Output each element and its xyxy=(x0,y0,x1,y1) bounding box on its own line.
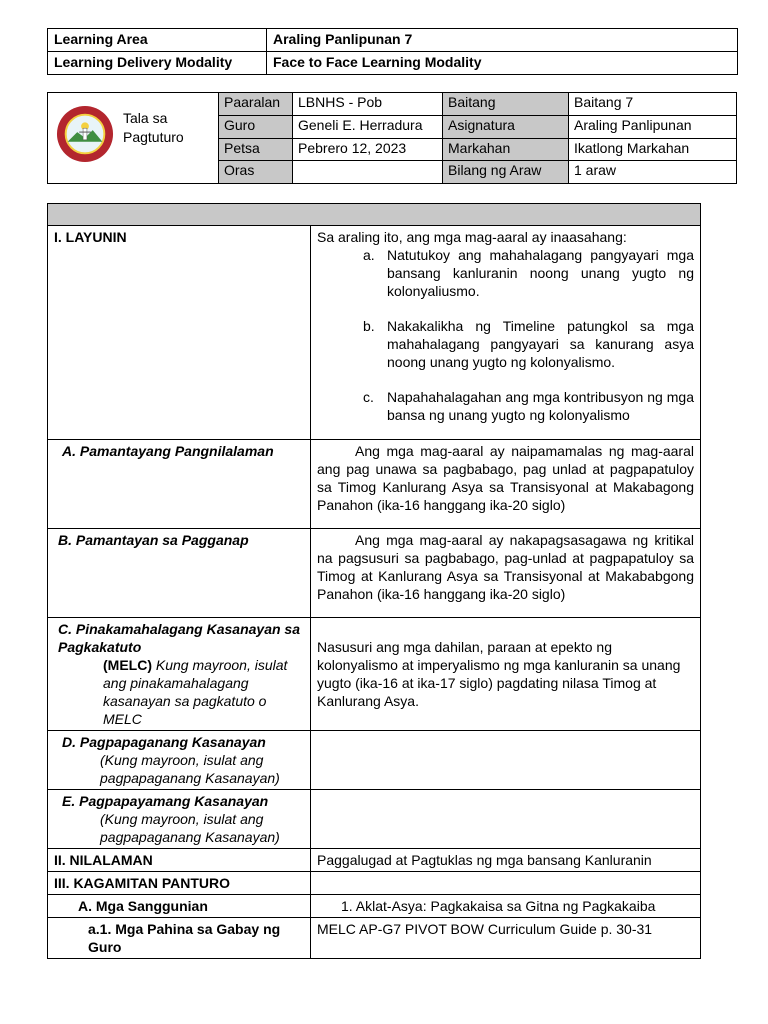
pagpapaganang-note: (Kung mayroon, isulat ang pagpapaganang Kasanayan) xyxy=(100,752,280,786)
pahina-gabay-label: a.1. Mga Pahina sa Gabay ng Guro xyxy=(48,918,311,959)
pagpapaganang-label: D. Pagpapaganang Kasanayan xyxy=(62,734,266,750)
kagamitan-value xyxy=(311,872,701,895)
melc-label-cell xyxy=(48,618,311,731)
kagamitan-label: III. KAGAMITAN PANTURO xyxy=(48,872,311,895)
modality-label: Learning Delivery Modality xyxy=(48,52,267,75)
melc-note-wrap xyxy=(58,656,304,728)
pagpapaganang-label-cell xyxy=(48,731,311,790)
petsa-label: Petsa xyxy=(219,138,293,161)
pamantayang-pangnilalaman-label: A. Pamantayang Pangnilalaman xyxy=(48,440,311,529)
layunin-label: I. LAYUNIN xyxy=(48,226,311,440)
learning-area-table xyxy=(47,28,738,75)
baitang-label: Baitang xyxy=(443,93,569,116)
learning-area-label: Learning Area xyxy=(48,29,267,52)
petsa-value: Pebrero 12, 2023 xyxy=(293,138,443,161)
pagpapayamang-note: (Kung mayroon, isulat ang pagpapaganang Kasanayan) xyxy=(100,811,280,845)
school-info-table xyxy=(47,92,737,184)
nilalaman-value: Paggalugad at Pagtuklas ng mga bansang Kanluranin xyxy=(311,849,701,872)
asignatura-label: Asignatura xyxy=(443,115,569,138)
pagpapayamang-value xyxy=(311,790,701,849)
sanggunian-label: A. Mga Sanggunian xyxy=(48,895,311,918)
markahan-value: Ikatlong Markahan xyxy=(569,138,737,161)
melc-label: C. Pinakamahalagang Kasanayan sa Pagkakatuto xyxy=(58,621,300,655)
layunin-intro: Sa araling ito, ang mga mag-aaral ay inaasahang: xyxy=(317,229,627,245)
oras-label: Oras xyxy=(219,161,293,184)
document-title xyxy=(123,109,184,147)
objective-item: a. Natutukoy ang mahahalagang pangyayari mga bansang kanluranin noong unang yugto ng kolonyaliusmo. xyxy=(363,247,694,299)
modality-value: Face to Face Learning Modality xyxy=(267,52,738,75)
title-line-1: Tala sa xyxy=(123,110,168,126)
baitang-value: Baitang 7 xyxy=(569,93,737,116)
sanggunian-value: 1. Aklat-Asya: Pagkakaisa sa Gitna ng Pagkakaiba xyxy=(311,895,701,918)
markahan-label: Markahan xyxy=(443,138,569,161)
layunin-content xyxy=(311,226,701,440)
paaralan-label: Paaralan xyxy=(219,93,293,116)
bilang-value: 1 araw xyxy=(569,161,737,184)
melc-note: Kung mayroon, isulat ang pinakamahalagang kasanayan sa pagkatuto o MELC xyxy=(103,657,288,727)
guro-label: Guro xyxy=(219,115,293,138)
pagpapayamang-label-cell xyxy=(48,790,311,849)
pagpapaganang-value xyxy=(311,731,701,790)
objective-item: c. Napahahalagahan ang mga kontribusyon ng mga bansa ng unang yugto ng kolonyalismo xyxy=(363,389,694,423)
pamantayang-pangnilalaman-text: Ang mga mag-aaral ay naipamamalas ng mag-aaral ang pag unawa sa pagbabago, pag unlad at pagpapatuloy sa Timog Kanlurang Asya sa Transisyonal at Makabagong Panahon (ika-16 hanggang ika-20 siglo) xyxy=(311,440,701,529)
nilalaman-label: II. NILALAMAN xyxy=(48,849,311,872)
bilang-label: Bilang ng Araw xyxy=(443,161,569,184)
asignatura-value: Araling Panlipunan xyxy=(569,115,737,138)
learning-area-value: Araling Panlipunan 7 xyxy=(267,29,738,52)
paaralan-value: LBNHS - Pob xyxy=(293,93,443,116)
school-seal-logo xyxy=(56,105,114,163)
logo-cell xyxy=(48,93,219,184)
melc-tag: (MELC) xyxy=(103,657,152,673)
guro-value: Geneli E. Herradura xyxy=(293,115,443,138)
title-line-2: Pagtuturo xyxy=(123,129,184,145)
oras-value xyxy=(293,161,443,184)
objective-item: b. Nakakalikha ng Timeline patungkol sa mga mahahalagang pangyayari sa kanurang asya noong unang yugto ng kolonyalismo. xyxy=(363,318,694,370)
pagpapayamang-label: E. Pagpapayamang Kasanayan xyxy=(62,793,269,809)
lesson-plan-table xyxy=(47,203,701,959)
pamantayan-sa-pagganap-text: Ang mga mag-aaral ay nakapagsasagawa ng kritikal na pagsusuri sa pagbabago, pag-unlad at pagpapatuloy sa Timog at Kanlurang Asya sa Transisyonal at Makababgong Panahon (ika-16 hanggang ika-20 siglo) xyxy=(311,529,701,618)
pamantayan-sa-pagganap-label: B. Pamantayan sa Pagganap xyxy=(48,529,311,618)
melc-text: Nasusuri ang mga dahilan, paraan at epekto ng kolonyalismo at imperyalismo ng mga kanluranin sa unang yugto (ika-16 at ika-17 siglo) pagdating nilasa Timog at Kanlurang Asya. xyxy=(311,618,701,731)
objectives-list xyxy=(317,246,694,424)
pahina-gabay-value: MELC AP-G7 PIVOT BOW Curriculum Guide p. 30-31 xyxy=(311,918,701,959)
lesson-plan-header-bar xyxy=(48,204,701,226)
